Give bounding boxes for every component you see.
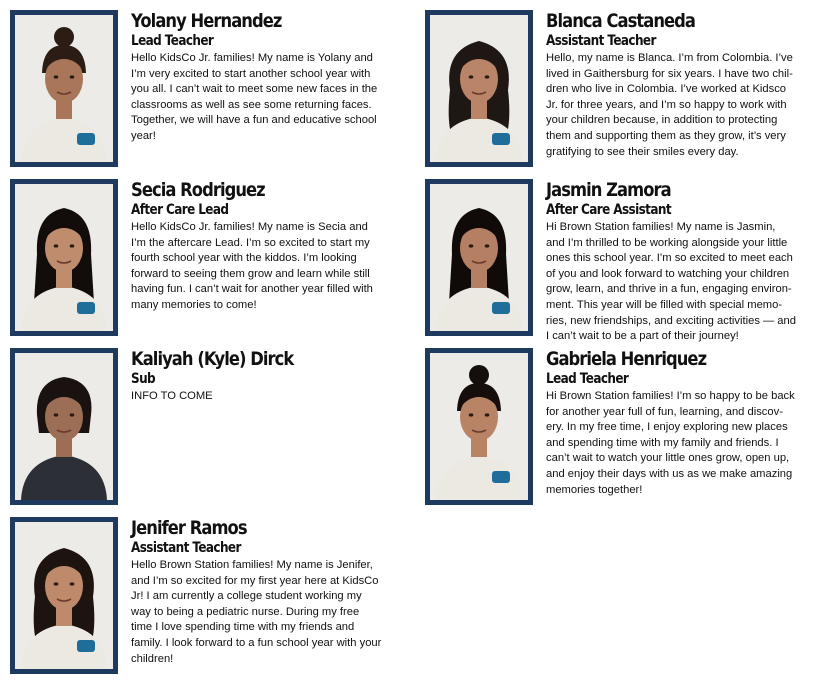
portrait-photo [10,348,118,505]
staff-bio-line: having fun. I can’t wait for another year filled with [131,283,373,296]
staff-bio [131,220,373,314]
staff-bio-line: ment. This year will be filled with special memo- [546,298,783,311]
portrait-photo [10,179,118,336]
staff-bio-line: I can’t wait to be a part of their journey! [546,330,739,343]
staff-name: Jasmin Zamora [546,179,671,201]
staff-text [546,179,796,345]
staff-bio-line: ones this school year. I’m so excited to meet each [546,252,793,265]
staff-role: Assistant Teacher [131,540,241,556]
staff-bio-line: and enjoy their days with us as we make amazing [546,467,793,480]
staff-role: Lead Teacher [546,371,629,387]
staff-bio-line: Hello Brown Station families! My name is Jenifer, [131,559,373,571]
staff-bio-line: children! [131,652,174,665]
staff-text [546,348,795,498]
staff-name: Blanca Castaneda [546,10,696,32]
staff-text [131,348,320,405]
staff-bio-line: I’m very excited to start another school year with [131,67,371,80]
portrait-photo [10,10,118,167]
staff-text [546,10,793,160]
staff-name: Gabriela Henriquez [546,348,707,370]
staff-name: Kaliyah (Kyle) Dirck [131,348,294,370]
staff-bio-line: fourth school year with the kiddos. I’m looking [131,252,357,265]
staff-bio-line: them and supporting them as they grow, it’s very [546,129,786,142]
staff-text [131,10,377,145]
staff-bio-line: Hello KidsCo Jr. families! My name is Secia and [131,221,368,233]
staff-bio-line: Hello KidsCo Jr. families! My name is Yolany and [131,52,373,64]
staff-bio-line: forward to seeing them grow and learn while still [131,267,370,280]
staff-role: After Care Assistant [546,202,671,218]
staff-bio-line: memories together! [546,483,643,496]
portrait-photo [425,348,533,505]
staff-bio-line: way to being a pediatric nurse. During my free [131,605,360,618]
staff-text [131,179,373,314]
staff-role: Lead Teacher [131,33,214,49]
portrait-photo [10,517,118,674]
staff-bio-line: grow, learn, and thrive in a fun, engaging environ- [546,283,792,296]
staff-bio-line: many memories to come! [131,298,257,311]
staff-text [131,517,381,667]
portrait-photo [425,10,533,167]
staff-bio [131,558,381,667]
staff-bio-line: Hi Brown Station families! My name is Jasmin, [546,221,776,233]
staff-bio-line: ries, new friendships, and exciting activities — and [546,314,796,327]
portrait-photo [425,179,533,336]
staff-bio-line: ery. In my free time, I enjoy exploring new places [546,421,788,434]
staff-bio [546,220,796,345]
staff-bio-line: time I love spending time with my friends and [131,621,355,634]
staff-name: Jenifer Ramos [131,517,247,539]
staff-role: Sub [131,371,156,387]
staff-bio-line: and I’m so excited for my first year here at KidsCo [131,574,379,587]
staff-bio-line: Hi Brown Station families! I’m so happy to be back [546,390,795,402]
staff-bio-line: year! [131,129,156,142]
staff-bio-line: dren who live in Colombia. I’ve worked at Kidsco [546,83,787,96]
staff-bio-line: you all. I can’t wait to meet some new faces in the [131,83,378,96]
staff-bio-line: for another year full of fun, learning, and discov- [546,405,783,418]
staff-bio-line: family. I look forward to a fun school year with your [131,636,382,649]
staff-bio-line: can’t wait to watch your little ones grow, open up, [546,452,790,465]
staff-bio-line: Jr. for three years, and I’m so happy to work with [546,98,787,111]
staff-bio-line: classrooms as well as see some returning faces. [131,98,372,111]
staff-role: Assistant Teacher [546,33,656,49]
staff-bio-line: I’m the aftercare Lead. I’m so excited to start my [131,236,370,249]
staff-bio-line: INFO TO COME [131,390,213,402]
staff-bio-line: and I’m thrilled to be working alongside your little [546,236,788,249]
staff-bio [131,389,320,405]
staff-bio-line: Together, we will have a fun and educative school [131,114,377,127]
staff-bio [131,51,377,145]
staff-bio [546,389,795,498]
staff-bio-line: your children because, in addition to protecting [546,114,778,127]
staff-bio-line: lived in Gaithersburg for six years. I have two chil- [546,67,793,80]
staff-bio-line: of you and look forward to watching your children [546,267,790,280]
staff-bio [546,51,793,160]
staff-name: Yolany Hernandez [131,10,282,32]
staff-bio-line: Hello, my name is Blanca. I’m from Colombia. I’ve [546,52,793,64]
staff-role: After Care Lead [131,202,229,218]
staff-bio-line: and spending time with my family and friends. I [546,436,779,449]
staff-name: Secia Rodriguez [131,179,265,201]
staff-bio-line: gratifying to see their smiles every day. [546,145,739,158]
staff-bio-line: Jr! I am currently a college student working my [131,590,362,603]
